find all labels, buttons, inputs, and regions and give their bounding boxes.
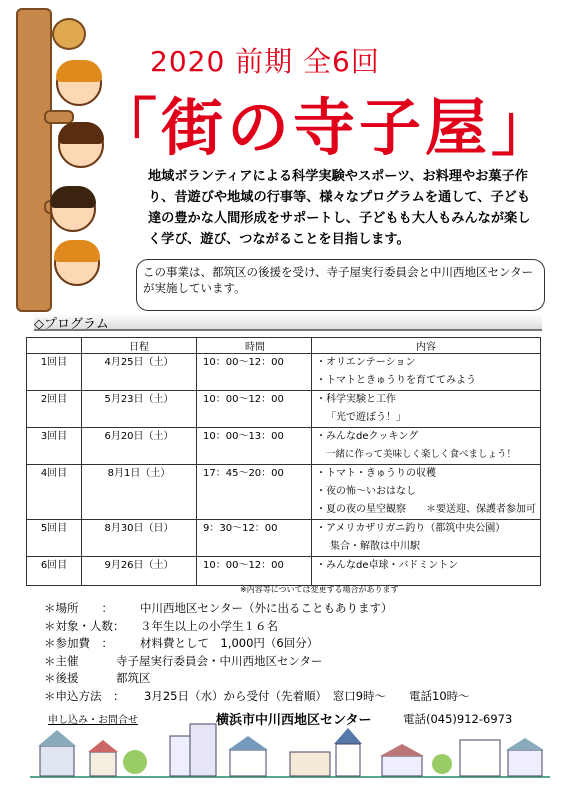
info-key: ＊対象・人数： [44,618,125,633]
session-number: 2回目 [27,391,82,428]
info-key: ＊参加費 ： [44,636,113,650]
info-key: ＊場所 ： [44,601,113,615]
session-date: 8月1日（土） [82,465,197,520]
session-number: 6回目 [27,557,82,586]
section-heading: ◇プログラム [34,313,542,331]
header-date: 日程 [82,338,197,354]
session-time: 9：30～12：00 [197,520,312,557]
session-content-line: ・夜の怖～いおはなし [316,486,416,497]
sponsor-note: この事業は、都筑区の後援を受け、寺子屋実行委員会と中川西地区センターが実施しています。 [136,259,545,311]
info-key: ＊申込方法 ： [44,688,125,703]
session-number: 1回目 [27,354,82,391]
session-content-line: ・夏の夜の星空観察 ＊要送迎、保護者参加可 [316,504,536,515]
session-content-line: ・オリエンテーション [316,357,416,368]
child-illustration [54,240,100,286]
session-number: 4回目 [27,465,82,520]
session-date: 4月25日（土） [82,354,197,391]
table-row [27,557,541,586]
session-content-line: 一緒に作って美味しく楽しく食べましょう！ [326,449,517,460]
session-time: 10：00～13：00 [197,428,312,465]
contact-label: 申し込み・お問合せ [48,715,138,726]
phone-number: 電話(045)912-6973 [403,712,513,726]
info-value: ３年生以上の小学生１６名 [140,618,278,633]
info-value: 都筑区 [116,671,151,685]
session-content-line: 「光で遊ぼう！」 [326,412,406,423]
session-content-line: ・みんなdeクッキング [316,431,419,442]
header-time: 時間 [197,338,312,354]
session-time: 10：00～12：00 [197,354,312,391]
session-content-line: ・みんなde卓球・バドミントン [316,560,459,571]
session-date: 6月20日（土） [82,428,197,465]
townscape-illustration [30,722,550,778]
session-time: 17：45～20：00 [197,465,312,520]
header-content: 内容 [312,338,541,354]
info-key: ＊後援 [44,671,79,685]
info-value: 3月25日（水）から受付（先着順） 窓口9時～ 電話10時～ [144,688,470,703]
session-number: 3回目 [27,428,82,465]
info-value: 寺子屋実行委員会・中川西地区センター [116,653,323,668]
organization-name: 横浜市中川西地区センター [216,713,372,728]
tree-trunk-illustration [16,8,52,312]
table-footnote: ※内容等については変更する場合があります [240,585,399,594]
table-row [27,428,541,465]
session-content-line: ・トマトときゅうりを育ててみよう [316,375,476,386]
table-row [27,520,541,557]
page-title: 「街の寺子屋」 [95,91,558,164]
table-header-row [27,338,541,354]
info-value: 中川西地区センター（外に出ることもあります） [140,601,393,615]
session-time: 10：00～12：00 [197,557,312,586]
session-date: 8月30日（日） [82,520,197,557]
intro-text: 地域ボランティアによる科学実験やスポーツ、お料理やお菓子作り、昔遊びや地域の行事等、様々なプログラムを通して、子ども達の豊かな人間形成をサポートし、子どもも大人もみんなが楽しく学び、遊び、つながることを目指します。 [148,169,531,247]
session-time: 10：00～12：00 [197,391,312,428]
session-content-line: ・トマト・きゅうりの収穫 [316,468,436,479]
table-row [27,354,541,391]
session-content-line: 集合・解散は中川駅 [330,541,420,552]
header-no [27,338,82,354]
info-key: ＊主催 [44,653,79,668]
session-content-line: ・科学実験と工作 [316,394,396,405]
info-value: 材料費として 1,000円（6回分） [140,636,319,650]
session-date: 9月26日（土） [82,557,197,586]
year-line: 2020 前期 全6回 [150,45,380,78]
table-row [27,465,541,520]
table-row [27,391,541,428]
session-number: 5回目 [27,520,82,557]
bear-illustration [52,18,86,50]
session-date: 5月23日（土） [82,391,197,428]
program-table [26,337,541,586]
session-content-line: ・アメリカザリガニ釣り（都筑中央公園） [316,523,506,534]
child-illustration [50,186,96,232]
